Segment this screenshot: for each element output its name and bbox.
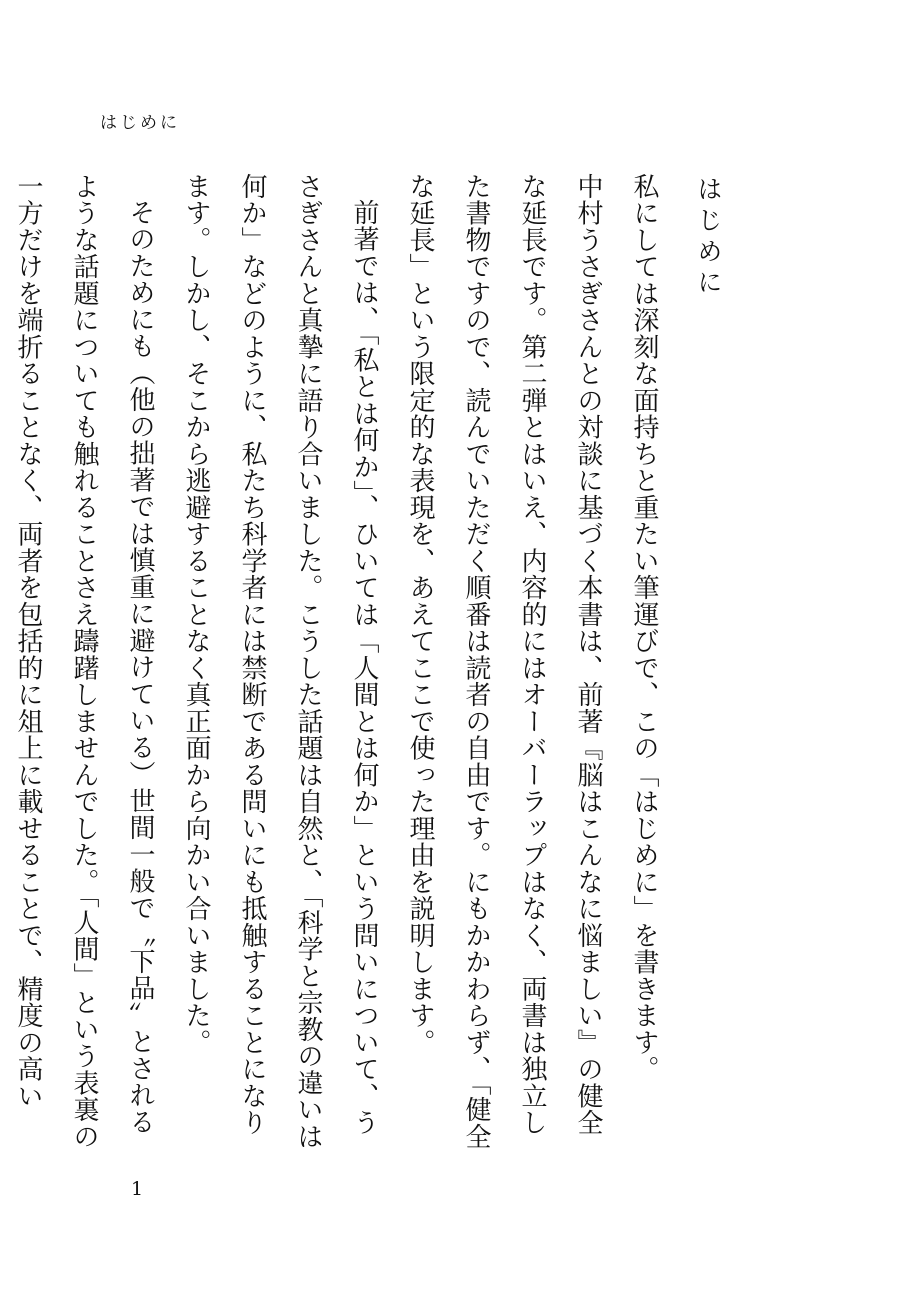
paragraph: 私にしては深刻な面持ちと重たい筆運びで、この「はじめに」を書きます。 <box>629 173 659 1083</box>
paragraph: 前著では、「私とは何か」、ひいては「人間とは何か」という問いについて、うさぎさんと真摯に語り合いました。こうした話題は自然と、「科学と宗教の違いは何か」などのように、私たち科学者には禁断である問いにも抵触することになります。しかし、そこから逃避することなく真正面から向かい合いました。 <box>181 173 379 1150</box>
paragraph: そのためにも（他の拙著では慎重に避けている）世間一般で〝下品〟とされるような話題についても触れることさえ躊躇しませんでした。「人間」という表裏の一方だけを端折ることなく、両者を包括的に俎上に載せることで、精度の高い <box>13 173 155 1150</box>
paragraph: 中村うさぎさんとの対談に基づく本書は、前著『脳はこんなに悩ましい』の健全な延長です。第二弾とはいえ、内容的にはオーバーラップはなく、両書は独立した書物ですので、読んでいただく順番は読者の自由です。にもかかわらず、「健全な延長」という限定的な表現を、あえてここで使った理由を説明します。 <box>405 173 603 1150</box>
body-text <box>0 173 672 1158</box>
page-number: 1 <box>131 1178 144 1200</box>
running-head: はじめに <box>100 113 180 133</box>
chapter-title: はじめに <box>694 176 723 300</box>
